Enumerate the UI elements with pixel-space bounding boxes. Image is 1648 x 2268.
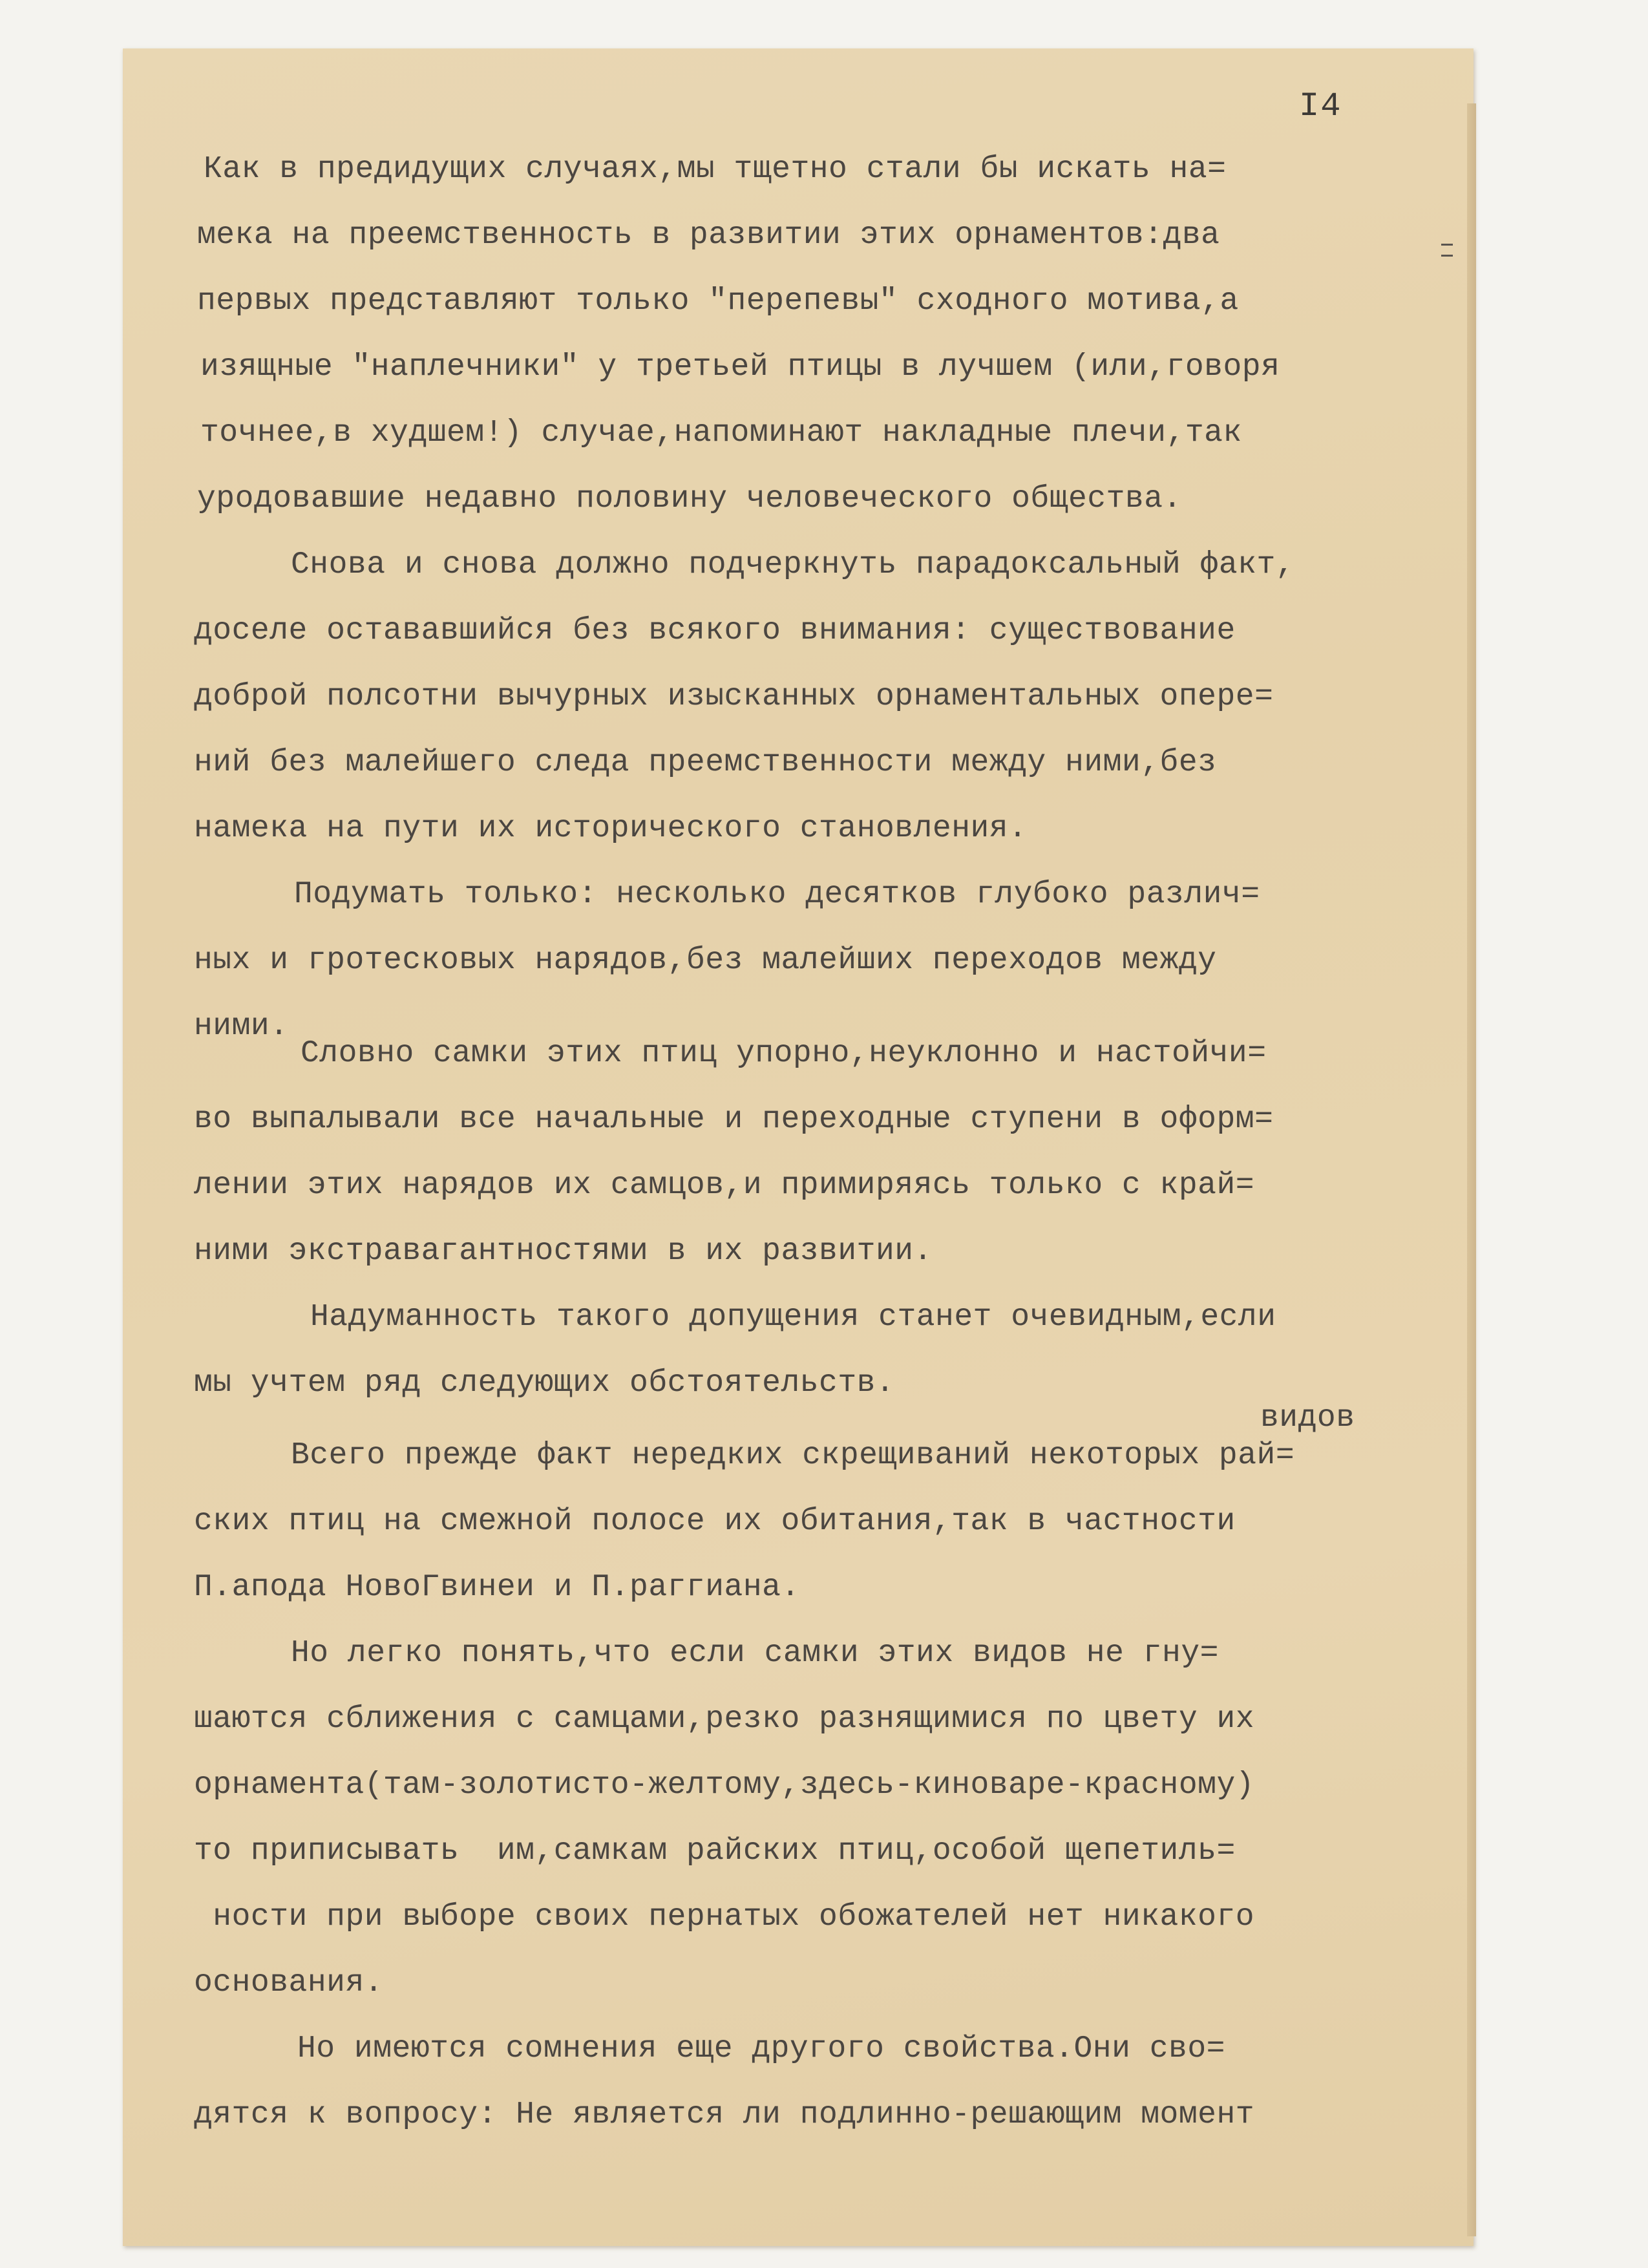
page-number: I4: [1299, 87, 1342, 125]
text-line: Подумать только: несколько десятков глубоко различ=: [294, 877, 1260, 912]
text-line: ских птиц на смежной полосе их обитания,так в частности: [194, 1504, 1236, 1539]
text-line: основания.: [194, 1966, 384, 2000]
typewritten-page: [123, 48, 1474, 2246]
text-line: первых представляют только "перепевы" сходного мотива,а: [197, 284, 1239, 319]
text-line: лении этих нарядов их самцов,и примиряясь только с край=: [194, 1168, 1255, 1203]
text-line: Всего прежде факт нередких скрещиваний некоторых рай=: [291, 1438, 1295, 1473]
text-line: точнее,в худшем!) случае,напоминают накладные плечи,так: [200, 416, 1242, 450]
text-line: Надуманность такого допущения станет очевидным,если: [310, 1300, 1276, 1335]
text-line: П.апода НовоГвинеи и П.раггиана.: [194, 1570, 800, 1605]
text-line: ними.: [194, 1009, 289, 1044]
text-line: орнамента(там-золотисто-желтому,здесь-киноваре-красному): [194, 1768, 1255, 1803]
text-line: намека на пути их исторического становления.: [194, 811, 1028, 846]
text-line: ности при выборе своих пернатых обожателей нет никакого: [194, 1900, 1255, 1934]
text-line: то приписывать им,самкам райских птиц,особой щепетиль=: [194, 1834, 1236, 1869]
text-line: доброй полсотни вычурных изысканных орнаментальных опере=: [194, 679, 1274, 714]
text-line: мека на преемственность в развитии этих орнаментов:два: [197, 218, 1220, 253]
text-line: доселе остававшийся без всякого внимания: существование: [194, 613, 1236, 648]
margin-equals-mark: [1441, 244, 1453, 257]
page-edge-shadow: [1467, 103, 1476, 2236]
text-line: шаются сближения с самцами,резко разнящимися по цвету их: [194, 1702, 1255, 1737]
text-line: Словно самки этих птиц упорно,неуклонно и настойчи=: [301, 1036, 1267, 1071]
text-line: уродовавшие недавно половину человеческого общества.: [197, 482, 1182, 516]
text-line: Снова и снова должно подчеркнуть парадоксальный факт,: [291, 547, 1295, 582]
page-text: [123, 48, 1474, 2246]
interlinear-insertion: видов: [1260, 1401, 1355, 1436]
text-line: Как в предидущих случаях,мы тщетно стали бы искать на=: [204, 152, 1227, 187]
text-line: во выпалывали все начальные и переходные ступени в оформ=: [194, 1102, 1274, 1137]
text-line: ними экстравагантностями в их развитии.: [194, 1234, 933, 1269]
text-line: дятся к вопросу: Не является ли подлинно-решающим момент: [194, 2097, 1255, 2132]
text-line: ний без малейшего следа преемственности между ними,без: [194, 745, 1217, 780]
text-line: Но имеются сомнения еще другого свойства.Они сво=: [297, 2031, 1225, 2066]
text-line: изящные "наплечники" у третьей птицы в лучшем (или,говоря: [200, 350, 1280, 385]
text-line: мы учтем ряд следующих обстоятельств.: [194, 1366, 895, 1401]
text-line: ных и гротесковых нарядов,без малейших переходов между: [194, 943, 1217, 978]
text-line: Но легко понять,что если самки этих видов не гну=: [291, 1636, 1219, 1671]
